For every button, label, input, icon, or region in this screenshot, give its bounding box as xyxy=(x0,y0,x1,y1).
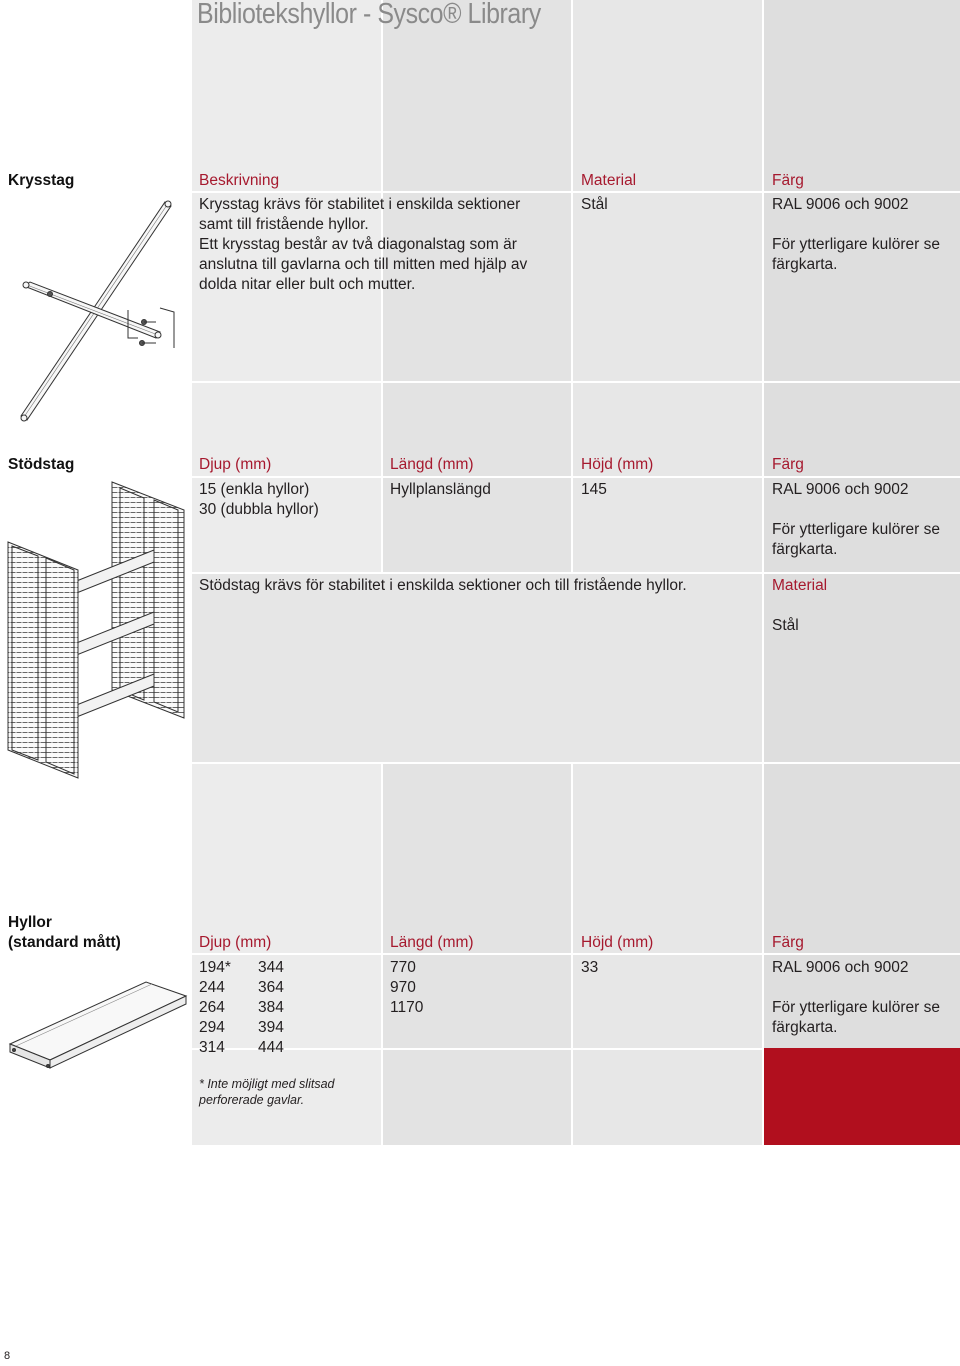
djup-value: 364 xyxy=(258,979,284,996)
header-langd: Längd (mm) xyxy=(390,456,474,473)
section-title-hyllor xyxy=(8,913,121,953)
header-farg: Färg xyxy=(772,456,804,473)
langd-value: 970 xyxy=(390,979,416,996)
krysstag-description xyxy=(199,195,569,295)
description-line: Krysstag krävs för stabilitet i enskilda sektioner xyxy=(199,196,521,213)
footnote-line: perforerade gavlar. xyxy=(199,1093,305,1107)
langd-value: 770 xyxy=(390,959,416,976)
header-material: Material xyxy=(581,172,637,189)
section-title-line: Hyllor xyxy=(8,914,52,931)
djup-value: 314 xyxy=(199,1039,225,1056)
divider xyxy=(192,476,960,478)
djup-value: 15 (enkla hyllor) xyxy=(199,481,310,498)
header-djup: Djup (mm) xyxy=(199,456,272,473)
header-farg: Färg xyxy=(772,934,804,951)
stodstag-djup xyxy=(199,480,319,520)
hyllor-hojd: 33 xyxy=(581,959,599,976)
hyllor-djup-col-a xyxy=(199,958,231,1058)
support-brace-illustration xyxy=(4,480,190,780)
krysstag-farg xyxy=(772,195,958,275)
description-line: anslutna till gavlarna och till mitten med hjälp av xyxy=(199,256,528,273)
description-line: samt till fristående hyllor. xyxy=(199,216,369,233)
djup-value: 264 xyxy=(199,999,225,1016)
footnote-line: * Inte möjligt med slitsad xyxy=(199,1077,335,1091)
farg-note: färgkarta. xyxy=(772,1019,838,1036)
djup-value: 444 xyxy=(258,1039,284,1056)
description-line: Ett krysstag består av två diagonalstag som är xyxy=(199,236,517,253)
page-title: Bibliotekshyllor - Sysco® Library xyxy=(197,0,541,30)
divider xyxy=(192,191,960,193)
header-material: Material xyxy=(772,577,828,594)
header-djup: Djup (mm) xyxy=(199,934,272,951)
djup-value: 244 xyxy=(199,979,225,996)
header-langd: Längd (mm) xyxy=(390,934,474,951)
section-title-krysstag: Krysstag xyxy=(8,172,75,189)
description-line: dolda nitar eller bult och mutter. xyxy=(199,276,416,293)
header-hojd: Höjd (mm) xyxy=(581,934,654,951)
stodstag-langd: Hyllplanslängd xyxy=(390,481,491,498)
divider xyxy=(192,953,960,955)
farg-value: RAL 9006 och 9002 xyxy=(772,481,909,498)
stodstag-hojd: 145 xyxy=(581,481,607,498)
header-beskrivning: Beskrivning xyxy=(199,172,280,189)
section-title-line: (standard mått) xyxy=(8,934,121,951)
header-hojd: Höjd (mm) xyxy=(581,456,654,473)
langd-value: 1170 xyxy=(390,999,424,1016)
djup-value: 344 xyxy=(258,959,284,976)
djup-value: 384 xyxy=(258,999,284,1016)
stodstag-description: Stödstag krävs för stabilitet i enskilda sektioner och till fristående hyllor. xyxy=(199,577,687,594)
header-farg: Färg xyxy=(772,172,804,189)
color-swatch xyxy=(764,1048,960,1145)
farg-note: För ytterligare kulörer se xyxy=(772,999,940,1016)
shelf-illustration xyxy=(6,978,190,1078)
cross-brace-illustration xyxy=(10,198,180,428)
farg-note: färgkarta. xyxy=(772,256,838,273)
djup-value: 394 xyxy=(258,1019,284,1036)
stodstag-desc-band xyxy=(192,574,762,762)
djup-value: 30 (dubbla hyllor) xyxy=(199,501,319,518)
farg-value: RAL 9006 och 9002 xyxy=(772,959,909,976)
farg-note: För ytterligare kulörer se xyxy=(772,521,940,538)
stodstag-farg xyxy=(772,480,958,560)
krysstag-material: Stål xyxy=(581,196,608,213)
farg-note: För ytterligare kulörer se xyxy=(772,236,940,253)
hyllor-farg xyxy=(772,958,958,1038)
farg-value: RAL 9006 och 9002 xyxy=(772,196,909,213)
hyllor-footnote xyxy=(199,1076,334,1108)
hyllor-djup-col-b xyxy=(258,958,284,1058)
section-title-stodstag: Stödstag xyxy=(8,456,75,473)
hyllor-langd xyxy=(390,958,423,1018)
page-number: 8 xyxy=(4,1350,11,1362)
djup-value: 294 xyxy=(199,1019,225,1036)
djup-value: 194* xyxy=(199,959,231,976)
stodstag-material: Stål xyxy=(772,617,799,634)
farg-note: färgkarta. xyxy=(772,541,838,558)
